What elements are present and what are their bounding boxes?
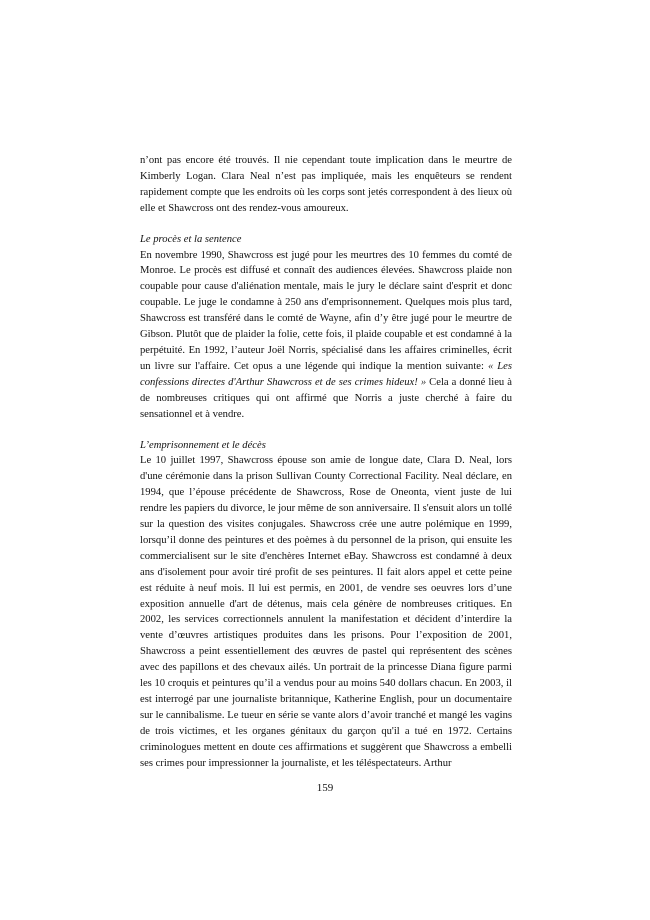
trial-text-before-quote: En novembre 1990, Shawcross est jugé pour les meurtres des 10 femmes du comté de Monroe. Le procès est diffusé et connaît des audiences élevées. Shawcross plaide non coupable pour cause d'aliénation mentale, mais le jury le déclare saint d'esprit et donc coupable. Le juge le condamne à 250 ans d'emprisonnement. Quelques mois plus tard, Shawcross est transféré dans le comté de Wayne, afin d’y être jugé pour le meurtre de Gibson. Plutôt que de plaider la folie, cette fois, il plaide coupable et est condamné à la perpétuité. En 1992, l’auteur Joël Norris, spécialisé dans les affaires criminelles, écrit un livre sur l'affaire. Cet opus a une légende qui indique la mention suivante: [140, 249, 512, 372]
section-heading-prison: L’emprisonnement et le décès [140, 439, 266, 451]
page-body [140, 153, 512, 772]
prison-paragraph: Le 10 juillet 1997, Shawcross épouse son amie de longue date, Clara D. Neal, lors d'une cérémonie dans la prison Sullivan County Correctional Facility. Neal déclare, en 1994, que l’épouse précédente de Shawcross, Rose de Oneonta, vient juste de lui rendre les papiers du divorce, le jour même de son anniversaire. Il s'ensuit alors un tollé sur la question des visites conjugales. Shawcross crée une autre polémique en 1999, lorsqu’il donne des peintures et des poèmes à du personnel de la prison, qui ensuite les commercialisent sur le site d'enchères Internet eBay. Shawcross est condamné à deux ans d'isolement pour avoir tiré profit de ses peintures. Il fait alors appel et cette peine est réduite à neuf mois. Il lui est permis, en 2001, de vendre ses oeuvres lors d’une exposition annuelle d'art de détenus, mais cela génère de nombreuses critiques. En 2002, les services correctionnels annulent la manifestation et décident d’interdire la vente d’œuvres artistiques produites dans les prisons. Pour l’exposition de 2001, Shawcross a peint essentiellement des œuvres de pastel qui représentent des scènes avec des papillons et des chevaux ailés. Un portrait de la princesse Diana figure parmi les 10 croquis et peintures qu’il a vendus pour au moins 540 dollars chacun. En 2003, il est interrogé par une journaliste britannique, Katherine English, pour un documentaire sur le cannibalisme. Le tueur en série se vante alors d’avoir tranché et mangé les vagins de trois victimes, et les organes génitaux du garçon qu'il a tué en 1972. Certains criminologues mettent en doute ces affirmations et suggèrent que Shawcross a embelli ses crimes pour impressionner la journaliste, et les téléspectateurs. Arthur [140, 455, 512, 769]
intro-paragraph: n’ont pas encore été trouvés. Il nie cependant toute implication dans le meurtre de Kimberly Logan. Clara Neal n’est pas impliquée, mais les enquêteurs se rendent rapidement compte que les endroits où les corps sont jetés correspondent à des lieux où elle et Shawcross ont des rendez-vous amoureux. [140, 155, 512, 214]
section-heading-trial: Le procès et la sentence [140, 233, 242, 245]
trial-paragraph [140, 248, 512, 423]
book-legend-quote: « Les confessions directes d'Arthur Shawcross et de ses crimes hideux! » [140, 360, 512, 388]
trial-text-after-quote: Cela a donné lieu à de nombreuses critiques qui ont affirmé que Norris a juste cherché à faire du sensationnel et à vendre. [140, 376, 512, 420]
page-number: 159 [316, 782, 334, 794]
